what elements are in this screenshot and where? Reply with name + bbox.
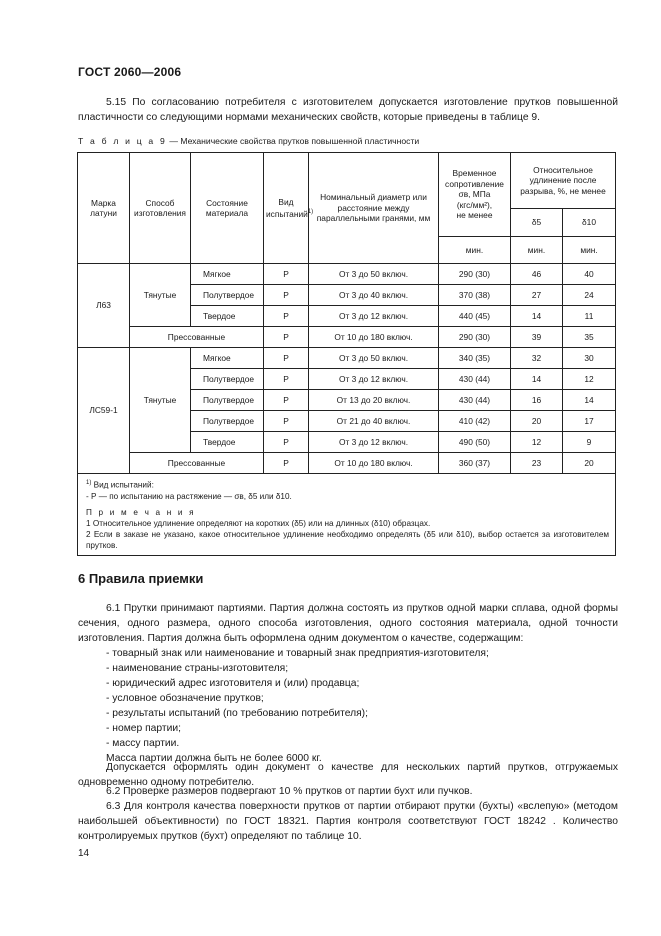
header-strength-l3: (кгс/мм²), xyxy=(456,199,493,210)
footnote-title xyxy=(86,478,609,491)
d10-cell: 11 xyxy=(563,306,616,327)
d5-cell: 39 xyxy=(511,327,563,348)
table-row xyxy=(78,348,616,369)
range-cell: От 3 до 50 включ. xyxy=(309,348,439,369)
range-cell: От 3 до 50 включ. xyxy=(309,264,439,285)
d10-cell: 20 xyxy=(563,453,616,474)
note-2: 2 Если в заказе не указано, какое относительное удлинение необходимо определять (δ5 или δ10), выбор остается за изготовителем прутков. xyxy=(86,529,610,550)
state-cell: Твердое xyxy=(191,306,264,327)
header-method: Способ изготовления xyxy=(130,153,191,264)
list-item: - товарный знак или наименование и товарный знак предприятия-изготовителя; xyxy=(106,648,489,659)
header-strength-l1: Временное сопротивление xyxy=(445,168,504,189)
strength-cell: 370 (38) xyxy=(439,285,511,306)
method-cell: Тянутые xyxy=(130,348,191,453)
d10-cell: 9 xyxy=(563,432,616,453)
brand-cell: ЛС59-1 xyxy=(78,348,130,474)
d5-cell: 20 xyxy=(511,411,563,432)
footnote-title-text: Вид испытаний: xyxy=(93,480,154,490)
d10-cell: 35 xyxy=(563,327,616,348)
notes-heading: П р и м е ч а н и я xyxy=(86,507,196,517)
header-strength-l4: не менее xyxy=(456,210,493,221)
table-caption-prefix: Т а б л и ц а 9 xyxy=(78,136,167,146)
header-state: Состояние материала xyxy=(191,153,264,264)
mass-limit: Масса партии должна быть не более 6000 кг. xyxy=(106,753,322,764)
contents-list xyxy=(106,646,489,766)
state-cell: Твердое xyxy=(191,432,264,453)
d10-cell: 40 xyxy=(563,264,616,285)
range-cell: От 10 до 180 включ. xyxy=(309,453,439,474)
header-brand: Марка латуни xyxy=(78,153,130,264)
footnote-mark: 1) xyxy=(86,480,92,486)
d5-cell: 46 xyxy=(511,264,563,285)
d5-cell: 16 xyxy=(511,390,563,411)
range-cell: От 3 до 12 включ. xyxy=(309,432,439,453)
paragraph-6-1: 6.1 Прутки принимают партиями. Партия должна состоять из прутков одной марки сплава, одной формы сечения, одного размера, одного способа изготовления, одного состояния материала, одной точности изготовления. Партия должна быть оформлена одним документом о качестве, содержащим: xyxy=(78,603,618,644)
table-caption-text: — Механические свойства прутков повышенной пластичности xyxy=(166,136,420,146)
d5-cell: 14 xyxy=(511,369,563,390)
state-cell: Полутвердое xyxy=(191,285,264,306)
page-number: 14 xyxy=(78,848,90,859)
d10-cell: 30 xyxy=(563,348,616,369)
note-1: 1 Относительное удлинение определяют на коротких (δ5) или на длинных (δ10) образцах. xyxy=(86,518,431,528)
header-test-type-sup: 1) xyxy=(307,209,314,216)
strength-cell: 290 (30) xyxy=(439,327,511,348)
header-min-strength: мин. xyxy=(439,237,511,264)
header-delta10: δ10 xyxy=(563,209,616,237)
paragraph-5-15: 5.15 По согласованию потребителя с изготовителем допускается изготовление прутков повышенной пластичности со следующими нормами механических свойств, которые приведены в таблице 9. xyxy=(78,97,618,123)
strength-cell: 290 (30) xyxy=(439,264,511,285)
strength-cell: 490 (50) xyxy=(439,432,511,453)
range-cell: От 21 до 40 включ. xyxy=(309,411,439,432)
table-9 xyxy=(77,152,616,556)
table-caption xyxy=(78,136,419,146)
paragraph-6-3: 6.3 Для контроля качества поверхности прутков от партии отбирают прутки (бухты) «вслепую» (методом наибольшей объективности) по ГОСТ 18321. Партия контроля соответствуют ГОСТ 18242 . Количество контролируемых прутков (бухт) определяют по таблице 10. xyxy=(78,801,618,842)
header-test-type-text: Вид испытаний xyxy=(266,196,308,219)
header-delta5: δ5 xyxy=(511,209,563,237)
strength-cell: 340 (35) xyxy=(439,348,511,369)
header-elongation: Относительное удлинение после разрыва, %, не менее xyxy=(511,153,616,209)
method-cell: Прессованные xyxy=(130,453,264,474)
state-cell: Мягкое xyxy=(191,348,264,369)
header-test-type xyxy=(264,153,314,264)
list-item: - юридический адрес изготовителя и (или) продавца; xyxy=(106,678,360,689)
state-cell: Мягкое xyxy=(191,264,264,285)
header-min-d10: мин. xyxy=(563,237,616,264)
method-cell: Прессованные xyxy=(130,327,264,348)
table-row xyxy=(78,264,616,285)
paragraph-6-2: 6.2 Проверке размеров подвергают 10 % прутков от партии бухт или пучков. xyxy=(106,786,473,797)
strength-cell: 410 (42) xyxy=(439,411,511,432)
header-strength-l2: σв, МПа xyxy=(458,189,491,200)
state-cell: Полутвердое xyxy=(191,369,264,390)
d5-cell: 12 xyxy=(511,432,563,453)
test-cell: Р xyxy=(264,285,309,306)
d5-cell: 14 xyxy=(511,306,563,327)
test-cell: Р xyxy=(264,453,309,474)
d10-cell: 17 xyxy=(563,411,616,432)
test-cell: Р xyxy=(264,264,309,285)
test-cell: Р xyxy=(264,327,309,348)
section-title: 6 Правила приемки xyxy=(78,571,204,586)
range-cell: От 3 до 40 включ. xyxy=(309,285,439,306)
test-cell: Р xyxy=(264,306,309,327)
table-row xyxy=(78,453,616,474)
header-min-d5: мин. xyxy=(511,237,563,264)
test-cell: Р xyxy=(264,432,309,453)
list-item: - условное обозначение прутков; xyxy=(106,693,264,704)
test-cell: Р xyxy=(264,369,309,390)
range-cell: От 13 до 20 включ. xyxy=(309,390,439,411)
state-cell: Полутвердое xyxy=(191,390,264,411)
document-header: ГОСТ 2060—2006 xyxy=(78,65,182,79)
d10-cell: 24 xyxy=(563,285,616,306)
list-item: - номер партии; xyxy=(106,723,181,734)
method-cell: Тянутые xyxy=(130,264,191,327)
list-item: - результаты испытаний (по требованию потребителя); xyxy=(106,708,368,719)
d5-cell: 23 xyxy=(511,453,563,474)
d10-cell: 14 xyxy=(563,390,616,411)
d5-cell: 32 xyxy=(511,348,563,369)
strength-cell: 360 (37) xyxy=(439,453,511,474)
strength-cell: 430 (44) xyxy=(439,390,511,411)
test-cell: Р xyxy=(264,390,309,411)
table-notes xyxy=(78,474,616,556)
range-cell: От 3 до 12 включ. xyxy=(309,306,439,327)
paragraph-allowed: Допускается оформлять один документ о качестве для нескольких партий прутков, отгружаемых одновременно одному потребителю. xyxy=(78,762,618,788)
strength-cell: 440 (45) xyxy=(439,306,511,327)
test-cell: Р xyxy=(264,348,309,369)
list-item: - наименование страны-изготовителя; xyxy=(106,663,289,674)
d10-cell: 12 xyxy=(563,369,616,390)
header-diameter: Номинальный диаметр или расстояние между параллельными гранями, мм xyxy=(309,153,439,264)
test-cell: Р xyxy=(264,411,309,432)
table-row xyxy=(78,327,616,348)
list-item: - массу партии. xyxy=(106,738,180,749)
d5-cell: 27 xyxy=(511,285,563,306)
range-cell: От 3 до 12 включ. xyxy=(309,369,439,390)
footnote-line: - Р — по испытанию на растяжение — σв, δ5 или δ10. xyxy=(86,491,292,501)
state-cell: Полутвердое xyxy=(191,411,264,432)
brand-cell: Л63 xyxy=(78,264,130,348)
range-cell: От 10 до 180 включ. xyxy=(309,327,439,348)
strength-cell: 430 (44) xyxy=(439,369,511,390)
header-strength xyxy=(439,153,511,237)
